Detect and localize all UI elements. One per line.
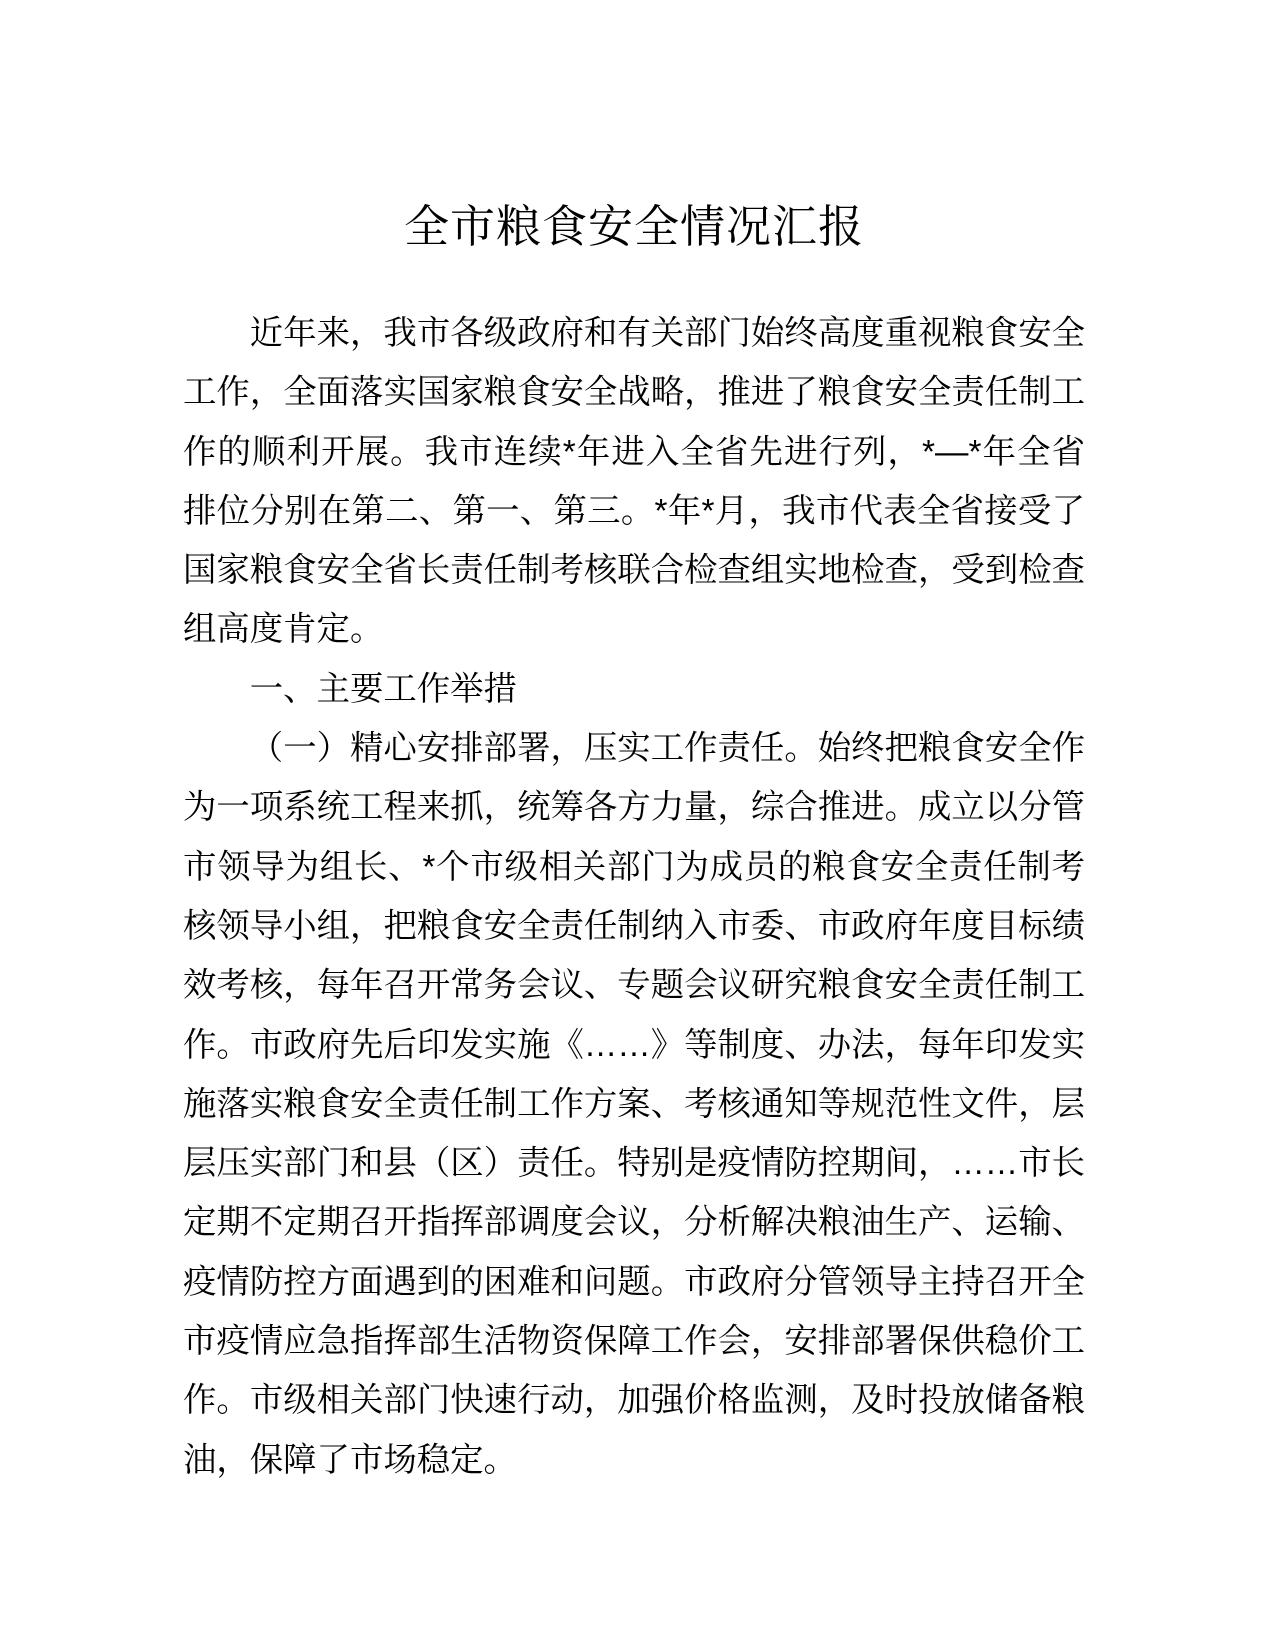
paragraph-section-1-1: （一）精心安排部署，压实工作责任。始终把粮食安全作为一项系统工程来抓，统筹各方力量，综合推进。成立以分管市领导为组长、*个市级相关部门为成员的粮食安全责任制考核领导小组，把粮食安全责任制纳入市委、市政府年度目标绩效考核，每年召开常务会议、专题会议研究粮食安全责任制工作。市政府先后印发实施《……》等制度、办法，每年印发实施落实粮食安全责任制工作方案、考核通知等规范性文件，层层压实部门和县（区）责任。特别是疫情防控期间，……市长定期不定期召开指挥部调度会议，分析解决粮油生产、运输、疫情防控方面遇到的困难和问题。市政府分管领导主持召开全市疫情应急指挥部生活物资保障工作会，安排部署保供稳价工作。市级相关部门快速行动，加强价格监测，及时投放储备粮油，保障了市场稳定。	[183, 730, 1085, 1479]
document-content	[183, 0, 1085, 1490]
document-title: 全市粮食安全情况汇报	[403, 201, 864, 252]
document-body	[183, 304, 1085, 1490]
section-heading-1: 一、主要工作举措	[249, 670, 517, 708]
paragraph-intro: 近年来，我市各级政府和有关部门始终高度重视粮食安全工作，全面落实国家粮食安全战略，推进了粮食安全责任制工作的顺利开展。我市连续*年进入全省先进行列，*—*年全省排位分别在第二、第一、第三。*年*月，我市代表全省接受了国家粮食安全省长责任制考核联合检查组实地检查，受到检查组高度肯定。	[183, 315, 1085, 649]
